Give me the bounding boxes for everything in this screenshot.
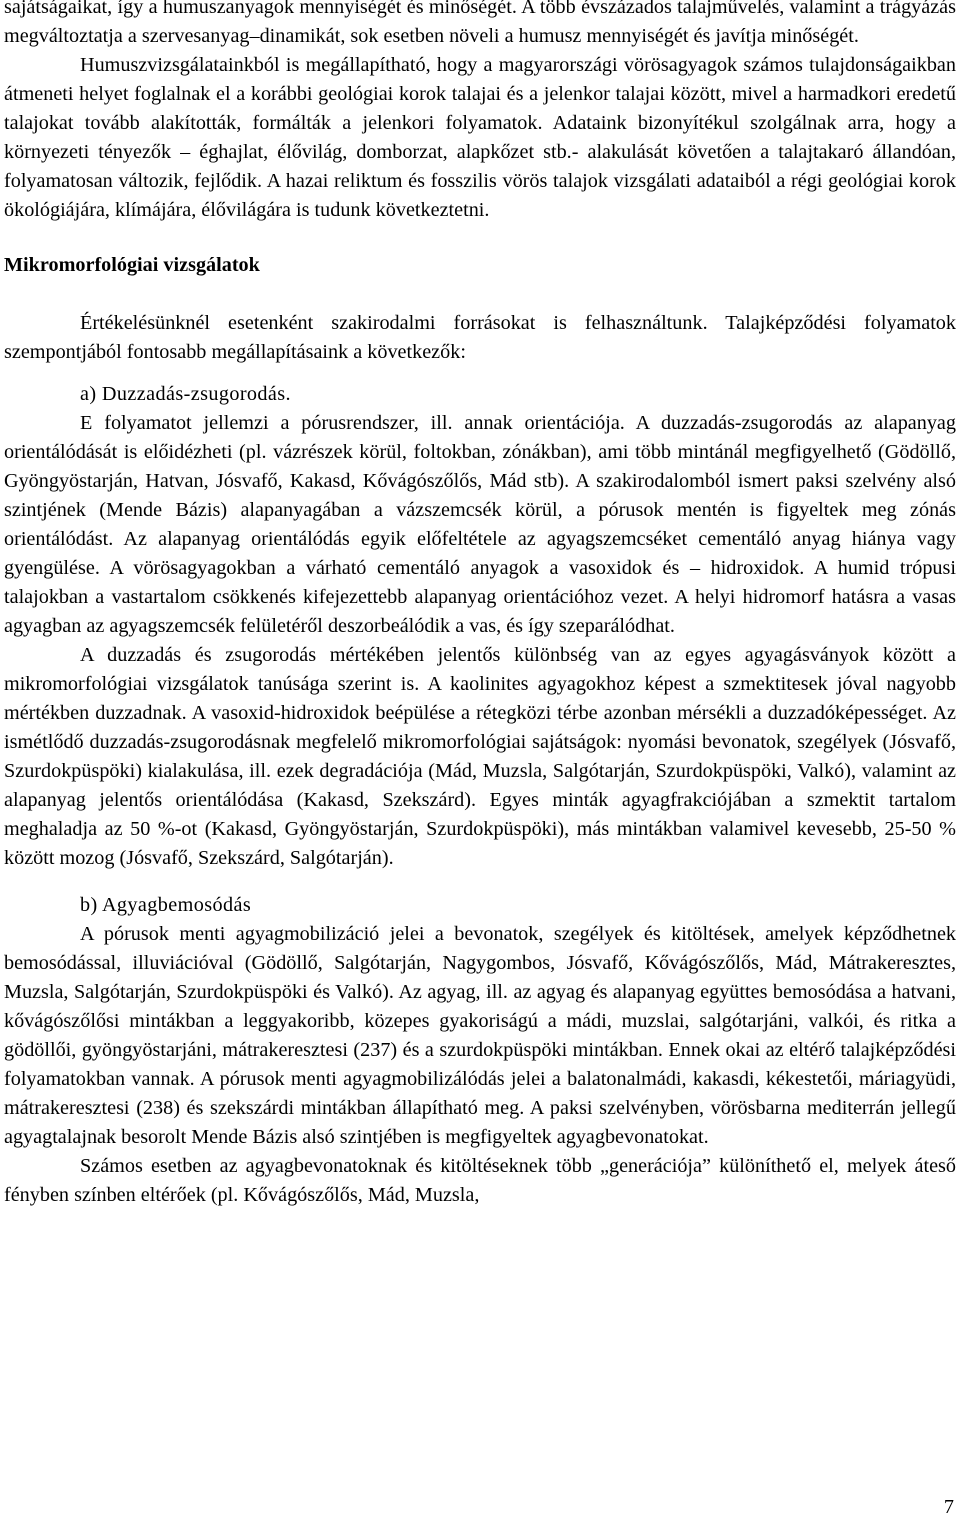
- subheading-b: b) Agyagbemosódás: [80, 894, 252, 916]
- paragraph-swelling-differences: A duzzadás és zsugorodás mértékében jelentős különbség van az egyes agyagásványok között a mikromorfológiai vizsgálatok tanúsága szerint is. A kaolinites agyagokhoz képest a szmektitesek jóval nagyobb mértékben duzzadnak. A vasoxid-hidroxidok beépülése a rétegközi térbe azonban mérsékli a duzzadóképességet. Az ismétlődő duzzadás-zsugorodásnak megfelelő mikromorfológiai sajátságok: nyomási bevonatok, szegélyek (Jósvafő, Szurdokpüspöki) kialakulása, ill. ezek degradációja (Mád, Muzsla, Salgótarján, Szurdokpüspöki, Valkó), valamint az alapanyag jelentős orientálódása (Kakasd, Szekszárd). Egyes minták agyagfrakciójában a szmektit tartalom meghaladja az 50 %-ot (Kakasd, Gyöngyöstarján, Szurdokpüspöki), más mintákban valamivel kevesebb, 25-50 % között mozog (Jósvafő, Szekszárd, Salgótarján).: [4, 644, 956, 869]
- paragraph-swelling: E folyamatot jellemzi a pórusrendszer, ill. annak orientációja. A duzzadás-zsugorodás az alapanyag orientálódását is előidézheti (pl. vázrészek körül, foltokban, zónákban), ami több mintánál megfigyelhető (Gödöllő, Gyöngyöstarján, Hatvan, Jósvafő, Kakasd, Kővágószőlős, Mád stb). A szakirodalomból ismert paksi szelvény alsó szintjének (Mende Bázis) alapanyagában a vázszemcsék körül, a pórusok mentén is figyeltek meg zónás orientálódást. Az alapanyag orientálódás egyik előfeltétele az agyagszemcséket cementáló anyag hiánya vagy gyengülése. A vörösagyagokban a várható cementáló anyagok a vasoxidok és – hidroxidok. A humid trópusi talajokban a vastartalom csökkenés kifejezettebb alapanyag orientációhoz vezet. A helyi hidromorf hatásra a vasas agyagban az agyagszemcsék felületéről deszorbeálódik a vas, és így szeparálódhat.: [4, 412, 956, 637]
- section-heading: Mikromorfológiai vizsgálatok: [4, 254, 260, 276]
- page-number: 7: [943, 1496, 954, 1518]
- paragraph-clay-generations: Számos esetben az agyagbevonatoknak és kitöltéseknek több „generációja” különíthető el, melyek áteső fényben színben eltérőek (pl. Kővágószőlős, Mád, Muzsla,: [4, 1155, 956, 1206]
- paragraph-evaluation: Értékelésünknél esetenként szakirodalmi forrásokat is felhasználtunk. Talajképződési folyamatok szempontjából fontosabb megállapításaink a következők:: [4, 312, 956, 363]
- subheading-a: a) Duzzadás-zsugorodás.: [80, 383, 291, 405]
- paragraph-humus-findings: Humuszvizsgálatainkból is megállapítható, hogy a magyarországi vörösagyagok számos tulajdonságaikban átmeneti helyet foglalnak el a korábbi geológiai korok talajai és a jelenkor talajai között, mivel a harmadkori eredetű talajokat tovább alakították, formálták a jelenkori folyamatok. Adataink bizonyítékul szolgálnak arra, hogy a környezeti tényezők – éghajlat, élővilág, domborzat, alapkőzet stb.- alakulását követően a talajtakaró állandóan, folyamatosan változik, fejlődik. A hazai reliktum és fosszilis vörös talajok vizsgálati adataiból a régi geológiai korok ökológiájára, klímájára, élővilágára is tudunk következtetni.: [4, 54, 956, 221]
- paragraph-humus-intro: sajátságaikat, így a humuszanyagok mennyiségét és minőségét. A több évszázados talajművelés, valamint a trágyázás megváltoztatja a szervesanyag–dinamikát, sok esetben növeli a humusz mennyiségét és javítja minőségét.: [4, 0, 956, 47]
- paragraph-clay-illuviation: A pórusok menti agyagmobilizáció jelei a bevonatok, szegélyek és kitöltések, amelyek képződhetnek bemosódással, illuviációval (Gödöllő, Salgótarján, Nagygombos, Jósvafő, Kővágószőlős, Mád, Mátrakeresztes, Muzsla, Salgótarján, Szurdokpüspöki és Valkó). Az agyag, ill. az agyag és alapanyag együttes bemosódása a hatvani, kővágószőlősi mintákban a leggyakoribb, közepes gyakoriságú a mádi, muzslai, salgótarjáni, valkói, és ritka a gödöllői, gyöngyöstarjáni, mátrakeresztesi (237) és a szurdokpüspöki mintákban. Ennek okai az eltérő talajképződési folyamatokban vannak. A pórusok menti agyagmobilizálódás jelei a balatonalmádi, kakasdi, kékestetői, máriagyüdi, mátrakeresztesi (238) és szekszárdi mintákban állapítható meg. A paksi szelvényben, vörösbarna mediterrán jellegű agyagtalajnak besorolt Mende Bázis alsó szintjében is megfigyeltek agyagbevonatokat.: [4, 923, 956, 1148]
